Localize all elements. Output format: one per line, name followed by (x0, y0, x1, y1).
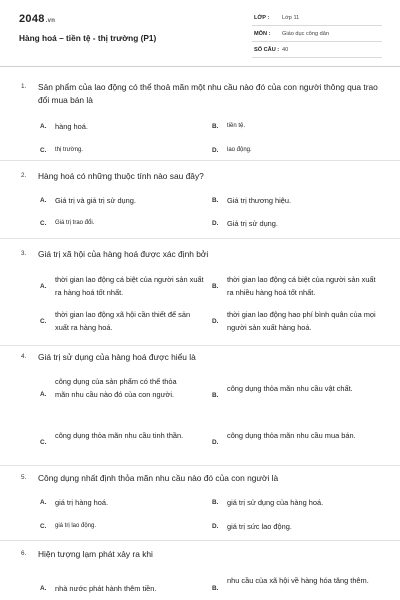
option-label: A. (40, 197, 47, 204)
meta-key: SỐ CÂU : (254, 47, 280, 53)
option-label: C. (40, 439, 47, 446)
meta-key: MÔN : (254, 31, 271, 37)
question-text: Giá trị xã hội của hàng hoá được xác định bởi (38, 249, 209, 259)
question-number: 1. (21, 83, 27, 90)
option-label: B. (212, 283, 219, 290)
option-text: Giá trị sử dụng. (227, 219, 278, 228)
option-text: thời gian lao động cá biệt của người sản xuất ra hàng hoá tốt nhất. (55, 275, 204, 297)
question-text: Giá trị sử dụng của hàng hoá được hiểu là (38, 352, 196, 362)
question-number: 3. (21, 250, 27, 257)
option-text: thị trường. (55, 147, 83, 153)
option-text: công dụng thỏa mãn nhu cầu vật chất. (227, 384, 353, 393)
option-text: Giá trị trao đổi. (55, 220, 95, 226)
option-label: C. (40, 318, 47, 325)
question-divider (0, 540, 400, 541)
option-text: hàng hoá. (55, 122, 88, 131)
worksheet-title: Hàng hoá – tiền tệ - thị trường (P1) (19, 33, 157, 43)
option-label: C. (40, 147, 47, 154)
option-text: Giá trị và giá trị sử dụng. (55, 196, 136, 205)
option-label: D. (212, 220, 219, 227)
option-label: A. (40, 499, 47, 506)
option-label: A. (40, 123, 47, 130)
meta-table (252, 12, 382, 60)
option-text: công dụng thỏa mãn nhu cầu tinh thần. (55, 431, 184, 440)
question-number: 2. (21, 172, 27, 179)
option-text: công dụng thỏa mãn nhu cầu mua bán. (227, 431, 356, 440)
option-label: C. (40, 523, 47, 530)
option-text: thời gian lao động xã hội cần thiết để sản xuất ra hàng hoá. (55, 310, 191, 332)
option-text: nhà nước phát hành thêm tiền. (55, 584, 157, 593)
question-text: Sản phẩm của lao động có thể thoả mãn một nhu cầu nào đó của con người thông qua trao đổi mua bán là (38, 82, 378, 105)
meta-value: 40 (282, 47, 289, 53)
question-divider (0, 238, 400, 239)
header-divider (0, 66, 400, 67)
option-label: A. (40, 283, 47, 290)
option-label: D. (212, 439, 219, 446)
option-text: thời gian lao động cá biệt của người sản xuất ra nhiều hàng hoá tốt nhất. (227, 275, 376, 297)
logo-suffix: .vn (45, 18, 56, 24)
meta-row-count (252, 44, 382, 58)
option-label: B. (212, 392, 219, 399)
option-text: Giá trị thương hiệu. (227, 196, 292, 205)
meta-row-subject (252, 28, 382, 42)
option-text: công dụng của sản phẩm có thể thỏa mãn nhu cầu nào đó của con người. (55, 377, 177, 399)
option-label: C. (40, 220, 47, 227)
meta-row-class (252, 12, 382, 26)
option-text: nhu cầu của xã hội về hàng hóa tăng thêm. (227, 576, 369, 585)
option-label: B. (212, 585, 219, 592)
option-label: A. (40, 585, 47, 592)
meta-value: Lớp 11 (282, 15, 300, 21)
meta-value: Giáo dục công dân (282, 31, 329, 37)
question-text: Hàng hoá có những thuộc tính nào sau đây? (38, 171, 204, 181)
question-number: 6. (21, 550, 27, 557)
option-text: giá trị hàng hoá. (55, 498, 109, 507)
option-label: D. (212, 147, 219, 154)
logo-text: 2048 (19, 13, 45, 25)
option-text: lao động. (227, 147, 252, 153)
worksheet-header (0, 0, 400, 70)
question-number: 4. (21, 353, 27, 360)
meta-key: LỚP : (254, 15, 270, 21)
question-number: 5. (21, 474, 27, 481)
option-text: thời gian lao động hao phí bình quân của mọi người sản xuất hàng hoá. (227, 310, 376, 332)
option-label: B. (212, 197, 219, 204)
option-text: tiền tệ. (227, 123, 246, 129)
option-text: giá trị sử dụng của hàng hoá. (227, 498, 324, 507)
option-label: A. (40, 391, 47, 398)
question-divider (0, 160, 400, 161)
option-label: D. (212, 523, 219, 530)
question-divider (0, 465, 400, 466)
option-text: giá trị lao động. (55, 523, 97, 529)
option-label: B. (212, 123, 219, 130)
site-logo[interactable] (19, 13, 55, 25)
question-text: Công dụng nhất định thỏa mãn nhu cầu nào đó của con người là (38, 473, 279, 483)
option-label: D. (212, 318, 219, 325)
question-divider (0, 345, 400, 346)
option-label: B. (212, 499, 219, 506)
option-text: giá trị sức lao động. (227, 522, 292, 531)
question-text: Hiện tượng lạm phát xảy ra khi (38, 549, 153, 559)
